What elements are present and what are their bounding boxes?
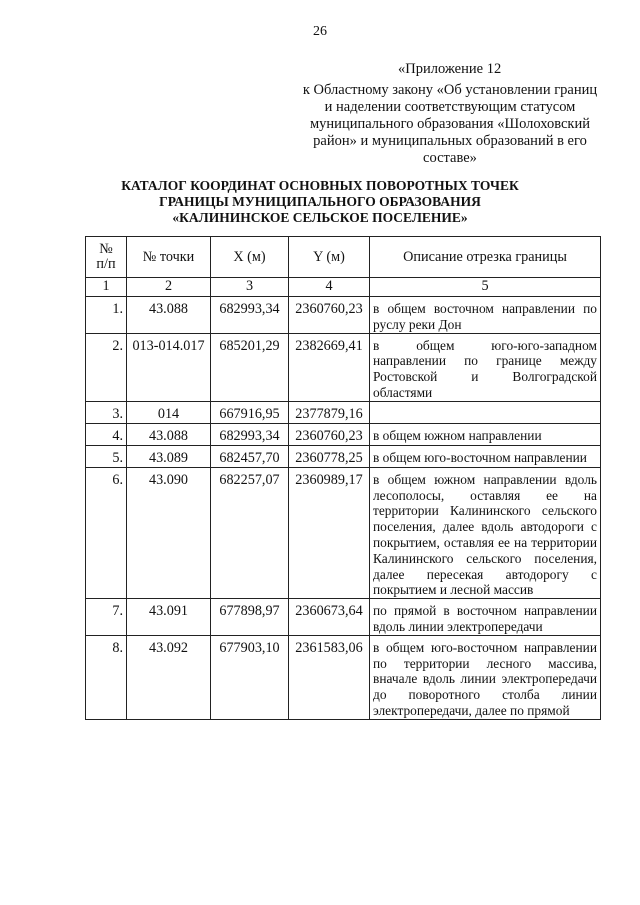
y-coordinate: 2360989,17: [289, 467, 370, 598]
point-id: 014: [127, 401, 211, 423]
segment-description: в общем восточном направлении по руслу реки Дон: [370, 297, 601, 334]
y-coordinate: 2360673,64: [289, 599, 370, 636]
segment-description: [370, 401, 601, 423]
table-row: [86, 467, 601, 598]
x-coordinate: 682993,34: [211, 297, 289, 334]
segment-description: в общем юго-восточном направлении: [370, 445, 601, 467]
coordinates-table: [85, 236, 601, 720]
row-number: 5.: [86, 445, 127, 467]
table-row: [86, 445, 601, 467]
x-coordinate: 677903,10: [211, 635, 289, 719]
header-x: X (м): [211, 237, 289, 278]
catalog-title-line-2: ГРАНИЦЫ МУНИЦИПАЛЬНОГО ОБРАЗОВАНИЯ: [159, 194, 481, 209]
column-number: 1: [86, 278, 127, 297]
header-num-line-2: п/п: [96, 256, 116, 272]
segment-description: по прямой в восточном направлении вдоль линии электропередачи: [370, 599, 601, 636]
header-num-line-1: №: [99, 241, 113, 257]
point-id: 43.090: [127, 467, 211, 598]
segment-description: в общем юго-юго-западном направлении по границе между Ростовской и Волгоградской областями: [370, 333, 601, 401]
table-row: [86, 599, 601, 636]
catalog-title-line-3: «КАЛИНИНСКОЕ СЕЛЬСКОЕ ПОСЕЛЕНИЕ»: [172, 210, 468, 225]
segment-description: в общем южном направлении вдоль лесополосы, оставляя ее на территории Калининского сельского поселения, далее вдоль автодороги с покрытием, оставляя ее на территории Калининского сельского поселения, далее пересекая автодорогу с покрытием и лесной массив: [370, 467, 601, 598]
column-number: 2: [127, 278, 211, 297]
appendix-description: к Областному закону «Об установлении границ и наделении соответствующим статусом муниципального образования «Шолоховский район» и муниципальных образований в его составе»: [302, 82, 598, 166]
column-number: 4: [289, 278, 370, 297]
x-coordinate: 682993,34: [211, 423, 289, 445]
header-description: Описание отрезка границы: [370, 237, 601, 278]
table-header-row: [86, 237, 601, 278]
row-number: 1.: [86, 297, 127, 334]
x-coordinate: 685201,29: [211, 333, 289, 401]
point-id: 013-014.017: [127, 333, 211, 401]
point-id: 43.088: [127, 297, 211, 334]
y-coordinate: 2361583,06: [289, 635, 370, 719]
header-point: № точки: [127, 237, 211, 278]
table-row: [86, 423, 601, 445]
y-coordinate: 2360760,23: [289, 297, 370, 334]
y-coordinate: 2360778,25: [289, 445, 370, 467]
y-coordinate: 2382669,41: [289, 333, 370, 401]
row-number: 6.: [86, 467, 127, 598]
segment-description: в общем южном направлении: [370, 423, 601, 445]
catalog-title-line-1: КАТАЛОГ КООРДИНАТ ОСНОВНЫХ ПОВОРОТНЫХ ТОЧЕК: [121, 178, 519, 193]
point-id: 43.088: [127, 423, 211, 445]
segment-description: в общем юго-восточном направлении по территории лесного массива, вначале вдоль линии электропередачи до поворотного столба линии электропередачи, далее по прямой: [370, 635, 601, 719]
y-coordinate: 2360760,23: [289, 423, 370, 445]
point-id: 43.091: [127, 599, 211, 636]
column-number: 5: [370, 278, 601, 297]
header-num: [86, 237, 127, 278]
table-row: [86, 401, 601, 423]
column-number: 3: [211, 278, 289, 297]
x-coordinate: 682257,07: [211, 467, 289, 598]
y-coordinate: 2377879,16: [289, 401, 370, 423]
row-number: 7.: [86, 599, 127, 636]
page-number: 26: [313, 24, 327, 39]
catalog-title: [100, 178, 540, 226]
table-row: [86, 297, 601, 334]
header-y: Y (м): [289, 237, 370, 278]
x-coordinate: 677898,97: [211, 599, 289, 636]
row-number: 3.: [86, 401, 127, 423]
x-coordinate: 682457,70: [211, 445, 289, 467]
row-number: 2.: [86, 333, 127, 401]
row-number: 8.: [86, 635, 127, 719]
point-id: 43.089: [127, 445, 211, 467]
row-number: 4.: [86, 423, 127, 445]
x-coordinate: 667916,95: [211, 401, 289, 423]
point-id: 43.092: [127, 635, 211, 719]
table-row: [86, 635, 601, 719]
appendix-label: «Приложение 12: [398, 61, 502, 77]
table-row: [86, 333, 601, 401]
column-number-row: [86, 278, 601, 297]
